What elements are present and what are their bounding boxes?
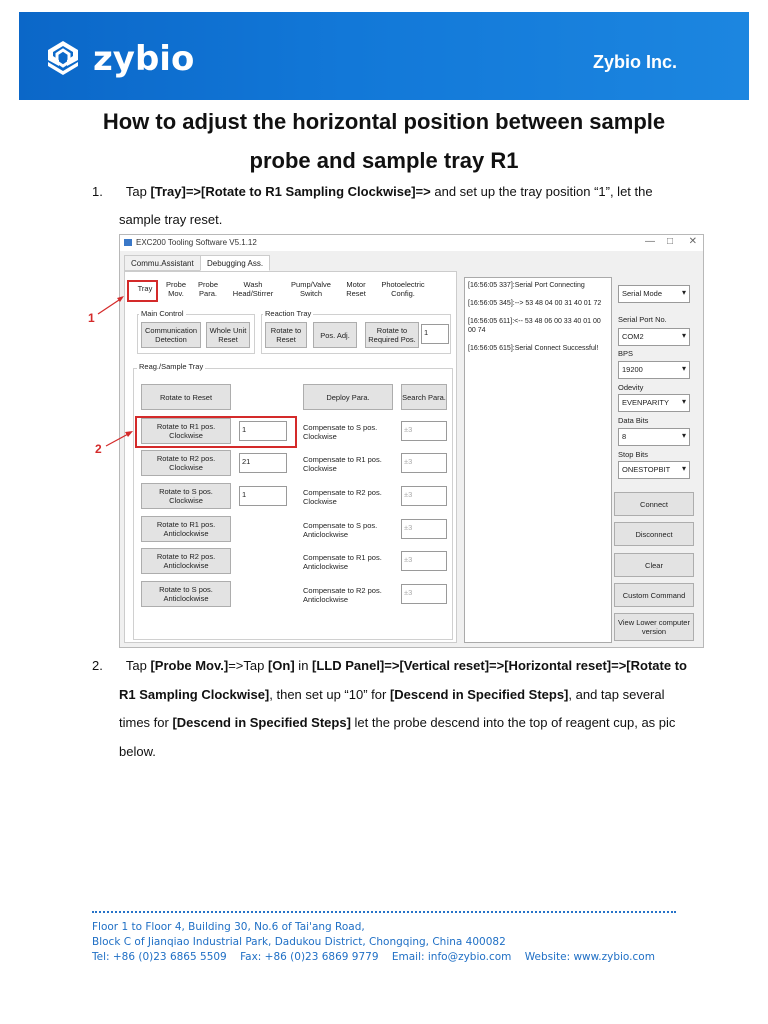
serial-port-select[interactable]: COM2 ▾	[618, 328, 690, 346]
highlight-r1-clockwise	[135, 416, 297, 448]
clear-button[interactable]: Clear	[614, 553, 694, 577]
rotate-r2-clockwise-button[interactable]: Rotate to R2 pos. Clockwise	[141, 450, 231, 476]
compensate-r1-clockwise-label: Compensate to R1 pos. Clockwise	[303, 455, 382, 473]
whole-unit-reset-button[interactable]: Whole Unit Reset	[206, 322, 250, 348]
tab-commu-assistant[interactable]: Commu.Assistant	[124, 255, 201, 271]
r2-clockwise-input[interactable]: 21	[239, 453, 287, 473]
serial-port-label: Serial Port No.	[618, 315, 667, 324]
maximize-icon[interactable]: □	[666, 236, 673, 247]
compensate-s-anticlockwise-input[interactable]: ±3	[401, 519, 447, 539]
step2-line2	[119, 687, 665, 702]
step2-text: =>Tap	[228, 658, 268, 673]
zybio-logo-icon	[43, 38, 83, 78]
rotate-s-anticlockwise-button[interactable]: Rotate to S pos. Anticlockwise	[141, 581, 231, 607]
step1-text: Tap	[125, 184, 151, 199]
step2-text: Tap	[125, 658, 151, 673]
compensate-s-anticlockwise-label: Compensate to S pos. Anticlockwise	[303, 521, 378, 539]
communication-detection-button[interactable]: Communication Detection	[141, 322, 201, 348]
step2-text: let the probe descend into the top of reagent cup, as pic	[350, 715, 676, 730]
s-clockwise-input[interactable]: 1	[239, 486, 287, 506]
compensate-r2-anticlockwise-label: Compensate to R2 pos. Anticlockwise	[303, 586, 382, 604]
window-titlebar	[120, 235, 703, 251]
debugging-panel	[124, 271, 457, 643]
subtab-photoelectric[interactable]: Photoelectric Config.	[381, 280, 425, 298]
footer-contact: Tel: +86 (0)23 6865 5509 Fax: +86 (0)23 6869 9779 Email: info@zybio.com Website: www.zybio.com	[92, 951, 655, 963]
compensate-s-clockwise-label: Compensate to S pos. Clockwise	[303, 423, 378, 441]
software-window-screenshot	[119, 234, 704, 648]
step1-line2: sample tray reset.	[119, 212, 223, 227]
view-lower-version-button[interactable]: View Lower computer version	[614, 613, 694, 641]
stop-bits-select[interactable]: ONESTOPBIT ▾	[618, 461, 690, 479]
serial-mode-select[interactable]: Serial Mode ▾	[618, 285, 690, 303]
reag-sample-tray-title: Reag./Sample Tray	[139, 362, 204, 371]
rotate-r1-clockwise-button[interactable]: Rotate to R1 pos. Clockwise	[141, 418, 231, 444]
step2-line1	[92, 658, 687, 673]
app-icon	[124, 239, 132, 246]
odevity-label: Odevity	[618, 383, 644, 392]
sample-rotate-reset-button[interactable]: Rotate to Reset	[141, 384, 231, 410]
bps-select[interactable]: 19200 ▾	[618, 361, 690, 379]
step1-line1	[92, 184, 653, 199]
marker-1: 1	[88, 311, 95, 325]
minimize-icon[interactable]: —	[645, 236, 655, 247]
footer-address-line2: Block C of Jianqiao Industrial Park, Dadukou District, Chongqing, China 400082	[92, 936, 506, 948]
subtab-probe-para[interactable]: Probe Para.	[197, 280, 218, 298]
compensate-r1-anticlockwise-label: Compensate to R1 pos. Anticlockwise	[303, 553, 382, 571]
rotate-r1-anticlockwise-button[interactable]: Rotate to R1 pos. Anticlockwise	[141, 516, 231, 542]
company-name: Zybio Inc.	[592, 52, 677, 72]
subtab-pump-valve[interactable]: Pump/Valve Switch	[291, 280, 331, 298]
data-bits-label: Data Bits	[618, 416, 649, 425]
tab-debugging[interactable]: Debugging Ass.	[200, 255, 270, 271]
step2-text: , then set up “10” for	[269, 687, 390, 702]
step1-bold: [Tray]=>[Rotate to R1 Sampling Clockwise]=>	[150, 184, 431, 199]
header-banner	[19, 12, 749, 100]
subtab-wash-head[interactable]: Wash Head/Stirrer	[232, 280, 274, 298]
footer-divider	[92, 911, 676, 913]
connect-button[interactable]: Connect	[614, 492, 694, 516]
log-line: [16:56:05 615]:Serial Connect Successful!	[468, 345, 599, 352]
page-title-line1: How to adjust the horizontal position between sample	[102, 109, 666, 134]
page-title-line2: probe and sample tray R1	[249, 148, 519, 173]
compensate-s-clockwise-input[interactable]: ±3	[401, 421, 447, 441]
step2-bold: [LLD Panel]=>[Vertical reset]=>[Horizontal reset]=>[Rotate to	[312, 658, 687, 673]
brand-name: zybio	[93, 39, 195, 79]
marker-2: 2	[95, 442, 102, 456]
step2-bold: [Probe Mov.]	[150, 658, 229, 673]
log-line: [16:56:05 611]:<-- 53 48 06 00 33 40 01 00 00 74	[468, 318, 601, 334]
compensate-r2-clockwise-input[interactable]: ±3	[401, 486, 447, 506]
required-pos-input[interactable]: 1	[421, 324, 449, 344]
step1-text-post: and set up the tray position “1”, let the	[430, 184, 653, 199]
step2-text: times for	[119, 715, 173, 730]
step2-bold: [On]	[267, 658, 295, 673]
stop-bits-label: Stop Bits	[618, 450, 649, 459]
rotate-s-clockwise-button[interactable]: Rotate to S pos. Clockwise	[141, 483, 231, 509]
highlight-tray-tab	[127, 280, 158, 302]
deploy-para-button[interactable]: Deploy Para.	[303, 384, 393, 410]
rotate-required-pos-button[interactable]: Rotate to Required Pos.	[365, 322, 419, 348]
step1-number: 1.	[92, 184, 103, 199]
step2-number: 2.	[92, 658, 103, 673]
reaction-rotate-reset-button[interactable]: Rotate to Reset	[265, 322, 307, 348]
r1-clockwise-input[interactable]: 1	[239, 421, 287, 441]
main-control-title: Main Control	[141, 309, 184, 318]
log-line: [16:56:05 337]:Serial Port Connecting	[468, 282, 585, 289]
window-title: EXC200 Tooling Software V5.1.12	[136, 238, 257, 247]
footer-address-line1: Floor 1 to Floor 4, Building 30, No.6 of Tai'ang Road,	[92, 921, 365, 933]
pos-adj-button[interactable]: Pos. Adj.	[313, 322, 357, 348]
close-icon[interactable]: ✕	[688, 236, 697, 247]
subtab-probe-mov[interactable]: Probe Mov.	[165, 280, 186, 298]
step2-line3	[119, 715, 675, 730]
step2-text: in	[294, 658, 313, 673]
bps-label: BPS	[618, 349, 634, 358]
serial-log-panel	[464, 277, 612, 643]
disconnect-button[interactable]: Disconnect	[614, 522, 694, 546]
step2-text: , and tap several	[568, 687, 665, 702]
custom-command-button[interactable]: Custom Command	[614, 583, 694, 607]
compensate-r2-clockwise-label: Compensate to R2 pos. Clockwise	[303, 488, 382, 506]
search-para-button[interactable]: Search Para.	[401, 384, 447, 410]
subtab-tray[interactable]: Tray	[137, 284, 153, 293]
step2-bold: R1 Sampling Clockwise]	[119, 687, 270, 702]
step2-line4: below.	[119, 744, 156, 759]
odevity-select[interactable]: EVENPARITY ▾	[618, 394, 690, 412]
subtab-motor-reset[interactable]: Motor Reset	[346, 280, 366, 298]
compensate-r1-clockwise-input[interactable]: ±3	[401, 453, 447, 473]
rotate-r2-anticlockwise-button[interactable]: Rotate to R2 pos. Anticlockwise	[141, 548, 231, 574]
data-bits-select[interactable]: 8 ▾	[618, 428, 690, 446]
compensate-r2-anticlockwise-input[interactable]: ±3	[401, 584, 447, 604]
compensate-r1-anticlockwise-input[interactable]: ±3	[401, 551, 447, 571]
log-line: [16:56:05 345]:--> 53 48 04 00 31 40 01 72	[468, 300, 602, 307]
step2-bold: [Descend in Specified Steps]	[172, 715, 351, 730]
step2-bold: [Descend in Specified Steps]	[389, 687, 569, 702]
reaction-tray-title: Reaction Tray	[265, 309, 312, 318]
